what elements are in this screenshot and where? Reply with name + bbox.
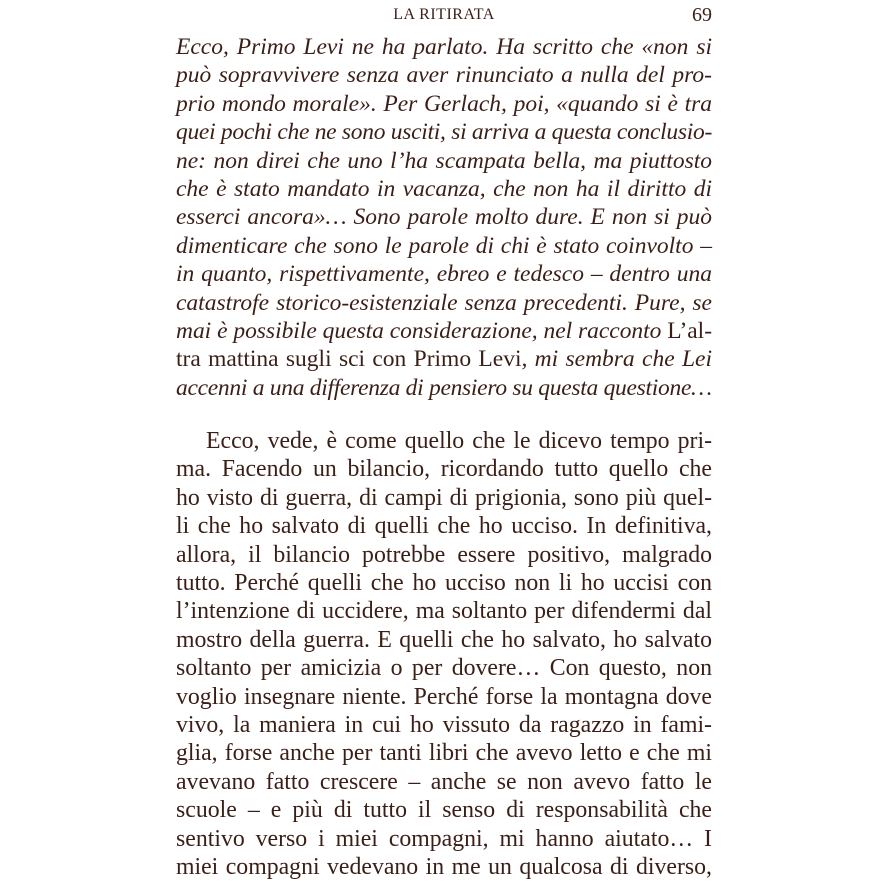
question-line-tail: , mi sembra che Lei [521, 346, 712, 373]
question-line-text: mai è possibile questa considerazione, nel racconto [176, 318, 662, 345]
question-line: quei pochi che ne sono usciti, si arriva a questa conclusio- [176, 119, 712, 146]
answer-line: ma. Facendo un bilancio, ricordando tutto quello che [176, 456, 712, 483]
question-line: dimenticare che sono le parole di chi è stato coinvolto – [176, 232, 712, 259]
answer-line: allora, il bilancio potrebbe essere positivo, malgrado [176, 541, 712, 568]
answer-line: sentivo verso i miei compagni, mi hanno aiutato… I [176, 825, 712, 852]
question-line: accenni a una differenza di pensiero su questa questione… [176, 374, 712, 401]
answer-line: voglio insegnare niente. Perché forse la montagna dove [176, 683, 712, 710]
question-line: in quanto, rispettivamente, ebreo e tedesco – dentro una [176, 261, 712, 288]
answer-line: vivo, la maniera in cui ho vissuto da ragazzo in fami- [176, 712, 712, 739]
question-line: prio mondo morale». Per Gerlach, poi, «quando si è tra [176, 90, 712, 117]
section-title: LA RITIRATA [393, 6, 495, 23]
book-title-end: tra mattina sugli sci con Primo Levi [176, 346, 522, 373]
question-line: che è stato mandato in vacanza, che non ha il diritto di [176, 176, 712, 203]
answer-line: li che ho salvato di quelli che ho ucciso. In definitiva, [176, 513, 712, 540]
answer-line: tutto. Perché quelli che ho ucciso non li ho uccisi con [176, 570, 712, 597]
answer-line: Ecco, vede, è come quello che le dicevo tempo pri- [206, 428, 712, 454]
running-head [176, 4, 712, 28]
answer-line: mostro della guerra. E quelli che ho salvato, ho salvato [176, 626, 712, 653]
question-line: esserci ancora»… Sono parole molto dure. E non si può [176, 204, 712, 231]
answer-line: glia, forse anche per tanti libri che avevo letto e che mi [176, 740, 712, 767]
question-line-with-title [176, 345, 712, 373]
book-title-start: L’al- [667, 318, 712, 345]
question-line: ne: non direi che uno l’ha scampata bella, ma piuttosto [176, 147, 712, 174]
answer-line: miei compagni vedevano in me un qualcosa di diverso, [176, 854, 712, 881]
answer-line: ho visto di guerra, di campi di prigionia, sono più quel- [176, 484, 712, 511]
answer-line: soltanto per amicizia o per dovere… Con questo, non [176, 655, 712, 682]
question-line: Ecco, Primo Levi ne ha parlato. Ha scritto che «non si [176, 34, 712, 60]
page-number: 69 [692, 4, 712, 26]
answer-line: l’intenzione di uccidere, ma soltanto per difendermi dal [176, 598, 712, 625]
question-line: catastrofe storico-esistenziale senza precedenti. Pure, se [176, 289, 712, 316]
question-line: può sopravvivere senza aver rinunciato a nulla del pro- [176, 62, 712, 89]
interview-question [176, 33, 712, 402]
question-line-with-title [176, 317, 712, 345]
interview-answer [176, 427, 712, 882]
answer-line: avevano fatto crescere – anche se non avevo fatto le [176, 768, 712, 795]
answer-line: scuole – e più di tutto il senso di responsabilità che [176, 797, 712, 824]
